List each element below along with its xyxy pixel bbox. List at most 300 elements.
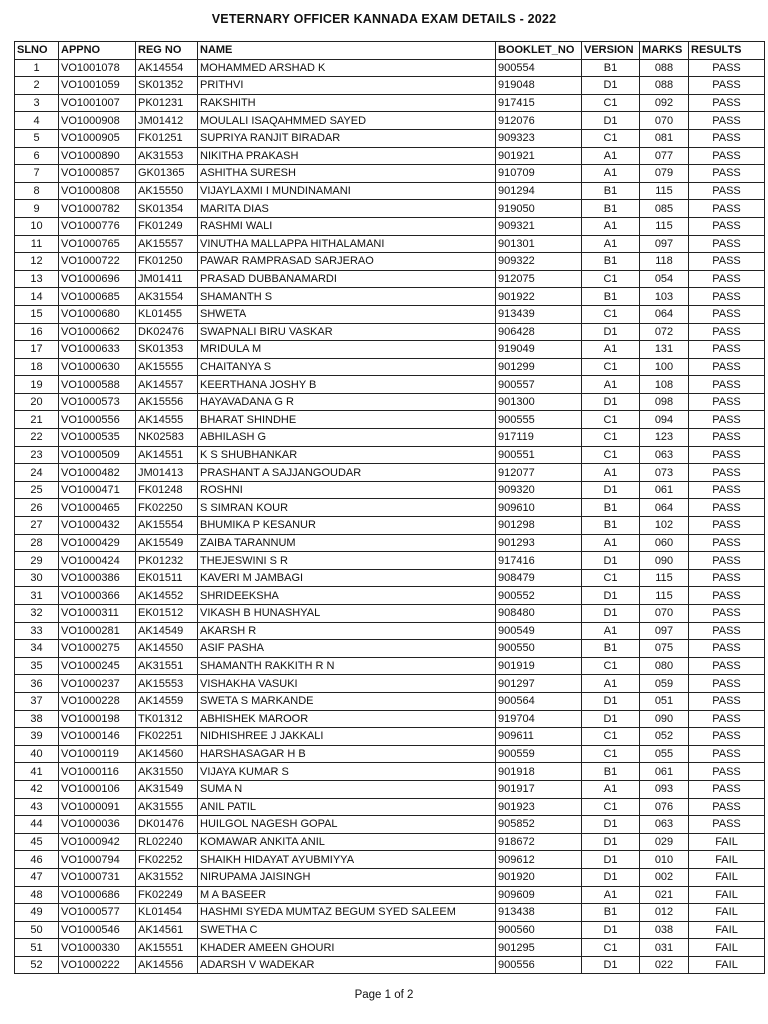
booklet-cell: 900554 [496, 59, 582, 77]
version-cell: C1 [582, 305, 640, 323]
booklet-cell: 901920 [496, 868, 582, 886]
result-cell: PASS [689, 552, 765, 570]
table-row [15, 129, 765, 147]
name-cell: THEJESWINI S R [198, 552, 496, 570]
table-header-row [15, 42, 765, 60]
appno-cell: VO1000509 [59, 446, 136, 464]
regno-cell: AK31554 [136, 288, 198, 306]
result-cell: PASS [689, 217, 765, 235]
name-cell: RASHMI WALI [198, 217, 496, 235]
table-row [15, 481, 765, 499]
table-row [15, 341, 765, 359]
slno-cell: 20 [15, 393, 59, 411]
regno-cell: FK01248 [136, 481, 198, 499]
version-cell: B1 [582, 200, 640, 218]
table-row [15, 446, 765, 464]
appno-cell: VO1001007 [59, 94, 136, 112]
marks-cell: 054 [640, 270, 689, 288]
marks-cell: 098 [640, 393, 689, 411]
appno-cell: VO1000222 [59, 956, 136, 974]
booklet-cell: 901918 [496, 763, 582, 781]
appno-cell: VO1000281 [59, 622, 136, 640]
version-cell: C1 [582, 94, 640, 112]
result-cell: PASS [689, 147, 765, 165]
regno-cell: AK15553 [136, 675, 198, 693]
slno-cell: 26 [15, 499, 59, 517]
marks-cell: 021 [640, 886, 689, 904]
appno-cell: VO1000808 [59, 182, 136, 200]
marks-cell: 063 [640, 446, 689, 464]
appno-cell: VO1000091 [59, 798, 136, 816]
booklet-cell: 900559 [496, 745, 582, 763]
result-cell: PASS [689, 165, 765, 183]
booklet-cell: 917416 [496, 552, 582, 570]
marks-cell: 103 [640, 288, 689, 306]
result-cell: PASS [689, 569, 765, 587]
result-cell: FAIL [689, 921, 765, 939]
table-row [15, 763, 765, 781]
result-cell: PASS [689, 622, 765, 640]
slno-cell: 24 [15, 464, 59, 482]
name-cell: ASIF PASHA [198, 640, 496, 658]
name-cell: VIJAYA KUMAR S [198, 763, 496, 781]
regno-cell: AK14559 [136, 692, 198, 710]
name-cell: ANIL PATIL [198, 798, 496, 816]
version-cell: C1 [582, 569, 640, 587]
version-cell: D1 [582, 587, 640, 605]
result-cell: PASS [689, 446, 765, 464]
version-cell: C1 [582, 745, 640, 763]
regno-cell: SK01354 [136, 200, 198, 218]
slno-cell: 33 [15, 622, 59, 640]
slno-cell: 35 [15, 657, 59, 675]
regno-cell: FK02251 [136, 728, 198, 746]
table-row [15, 77, 765, 95]
marks-cell: 031 [640, 939, 689, 957]
booklet-cell: 900556 [496, 956, 582, 974]
table-row [15, 798, 765, 816]
name-cell: SHAIKH HIDAYAT AYUBMIYYA [198, 851, 496, 869]
name-cell: VIKASH B HUNASHYAL [198, 605, 496, 623]
booklet-cell: 900560 [496, 921, 582, 939]
table-row [15, 59, 765, 77]
booklet-cell: 901301 [496, 235, 582, 253]
regno-cell: AK14560 [136, 745, 198, 763]
booklet-cell: 909320 [496, 481, 582, 499]
regno-cell: SK01353 [136, 341, 198, 359]
booklet-cell: 918672 [496, 833, 582, 851]
appno-cell: VO1000908 [59, 112, 136, 130]
regno-cell: AK14550 [136, 640, 198, 658]
marks-cell: 010 [640, 851, 689, 869]
name-cell: HASHMI SYEDA MUMTAZ BEGUM SYED SALEEM [198, 904, 496, 922]
marks-cell: 118 [640, 253, 689, 271]
slno-cell: 28 [15, 534, 59, 552]
booklet-cell: 901297 [496, 675, 582, 693]
result-cell: PASS [689, 411, 765, 429]
appno-cell: VO1000782 [59, 200, 136, 218]
table-row [15, 305, 765, 323]
column-header-marks: MARKS [640, 42, 689, 60]
appno-cell: VO1000776 [59, 217, 136, 235]
booklet-cell: 901295 [496, 939, 582, 957]
name-cell: PAWAR RAMPRASAD SARJERAO [198, 253, 496, 271]
version-cell: C1 [582, 728, 640, 746]
slno-cell: 31 [15, 587, 59, 605]
regno-cell: AK15551 [136, 939, 198, 957]
slno-cell: 5 [15, 129, 59, 147]
booklet-cell: 901298 [496, 517, 582, 535]
version-cell: B1 [582, 640, 640, 658]
result-cell: PASS [689, 464, 765, 482]
booklet-cell: 912077 [496, 464, 582, 482]
marks-cell: 061 [640, 763, 689, 781]
booklet-cell: 913439 [496, 305, 582, 323]
regno-cell: AK31550 [136, 763, 198, 781]
booklet-cell: 901300 [496, 393, 582, 411]
version-cell: A1 [582, 165, 640, 183]
regno-cell: AK14555 [136, 411, 198, 429]
appno-cell: VO1000905 [59, 129, 136, 147]
name-cell: NIDHISHREE J JAKKALI [198, 728, 496, 746]
appno-cell: VO1001059 [59, 77, 136, 95]
marks-cell: 077 [640, 147, 689, 165]
version-cell: A1 [582, 675, 640, 693]
table-row [15, 569, 765, 587]
booklet-cell: 901917 [496, 780, 582, 798]
marks-cell: 115 [640, 217, 689, 235]
version-cell: B1 [582, 499, 640, 517]
result-cell: PASS [689, 253, 765, 271]
booklet-cell: 912076 [496, 112, 582, 130]
slno-cell: 11 [15, 235, 59, 253]
version-cell: D1 [582, 112, 640, 130]
slno-cell: 39 [15, 728, 59, 746]
version-cell: C1 [582, 446, 640, 464]
result-cell: PASS [689, 305, 765, 323]
regno-cell: AK14552 [136, 587, 198, 605]
version-cell: A1 [582, 622, 640, 640]
slno-cell: 21 [15, 411, 59, 429]
name-cell: BHUMIKA P KESANUR [198, 517, 496, 535]
booklet-cell: 909609 [496, 886, 582, 904]
slno-cell: 4 [15, 112, 59, 130]
results-table [14, 41, 765, 974]
version-cell: D1 [582, 605, 640, 623]
table-row [15, 358, 765, 376]
booklet-cell: 900551 [496, 446, 582, 464]
slno-cell: 17 [15, 341, 59, 359]
result-cell: PASS [689, 745, 765, 763]
booklet-cell: 919050 [496, 200, 582, 218]
marks-cell: 085 [640, 200, 689, 218]
marks-cell: 108 [640, 376, 689, 394]
regno-cell: AK15554 [136, 517, 198, 535]
marks-cell: 072 [640, 323, 689, 341]
result-cell: PASS [689, 182, 765, 200]
slno-cell: 46 [15, 851, 59, 869]
name-cell: ASHITHA SURESH [198, 165, 496, 183]
marks-cell: 070 [640, 605, 689, 623]
regno-cell: AK15549 [136, 534, 198, 552]
regno-cell: AK31552 [136, 868, 198, 886]
regno-cell: AK14556 [136, 956, 198, 974]
result-cell: PASS [689, 780, 765, 798]
result-cell: PASS [689, 499, 765, 517]
version-cell: C1 [582, 358, 640, 376]
marks-cell: 061 [640, 481, 689, 499]
name-cell: BHARAT SHINDHE [198, 411, 496, 429]
regno-cell: EK01512 [136, 605, 198, 623]
table-row [15, 94, 765, 112]
table-row [15, 692, 765, 710]
column-header-appno: APPNO [59, 42, 136, 60]
slno-cell: 38 [15, 710, 59, 728]
table-row [15, 376, 765, 394]
result-cell: PASS [689, 534, 765, 552]
name-cell: MRIDULA M [198, 341, 496, 359]
name-cell: KEERTHANA JOSHY B [198, 376, 496, 394]
appno-cell: VO1000890 [59, 147, 136, 165]
table-row [15, 605, 765, 623]
results-table-body [15, 59, 765, 974]
slno-cell: 42 [15, 780, 59, 798]
table-row [15, 816, 765, 834]
appno-cell: VO1000696 [59, 270, 136, 288]
table-row [15, 622, 765, 640]
booklet-cell: 919049 [496, 341, 582, 359]
booklet-cell: 900564 [496, 692, 582, 710]
booklet-cell: 919048 [496, 77, 582, 95]
version-cell: C1 [582, 429, 640, 447]
booklet-cell: 900557 [496, 376, 582, 394]
name-cell: ABHISHEK MAROOR [198, 710, 496, 728]
name-cell: HUILGOL NAGESH GOPAL [198, 816, 496, 834]
regno-cell: AK31551 [136, 657, 198, 675]
version-cell: B1 [582, 253, 640, 271]
regno-cell: AK31555 [136, 798, 198, 816]
result-cell: PASS [689, 200, 765, 218]
regno-cell: GK01365 [136, 165, 198, 183]
name-cell: ZAIBA TARANNUM [198, 534, 496, 552]
regno-cell: AK15550 [136, 182, 198, 200]
table-row [15, 464, 765, 482]
booklet-cell: 908480 [496, 605, 582, 623]
slno-cell: 50 [15, 921, 59, 939]
booklet-cell: 912075 [496, 270, 582, 288]
result-cell: PASS [689, 710, 765, 728]
booklet-cell: 906428 [496, 323, 582, 341]
name-cell: VISHAKHA VASUKI [198, 675, 496, 693]
booklet-cell: 919704 [496, 710, 582, 728]
regno-cell: FK01250 [136, 253, 198, 271]
version-cell: D1 [582, 77, 640, 95]
version-cell: A1 [582, 376, 640, 394]
slno-cell: 2 [15, 77, 59, 95]
version-cell: B1 [582, 763, 640, 781]
marks-cell: 094 [640, 411, 689, 429]
appno-cell: VO1000146 [59, 728, 136, 746]
result-cell: PASS [689, 59, 765, 77]
version-cell: B1 [582, 517, 640, 535]
marks-cell: 088 [640, 77, 689, 95]
table-row [15, 182, 765, 200]
booklet-cell: 901299 [496, 358, 582, 376]
version-cell: D1 [582, 692, 640, 710]
table-row [15, 780, 765, 798]
table-row [15, 904, 765, 922]
regno-cell: AK14551 [136, 446, 198, 464]
result-cell: PASS [689, 358, 765, 376]
table-row [15, 710, 765, 728]
regno-cell: FK01251 [136, 129, 198, 147]
booklet-cell: 910709 [496, 165, 582, 183]
page-footer: Page 1 of 2 [354, 989, 414, 1001]
marks-cell: 073 [640, 464, 689, 482]
appno-cell: VO1000119 [59, 745, 136, 763]
result-cell: PASS [689, 393, 765, 411]
version-cell: D1 [582, 833, 640, 851]
name-cell: SWETHA C [198, 921, 496, 939]
table-row [15, 552, 765, 570]
table-row [15, 253, 765, 271]
result-cell: PASS [689, 692, 765, 710]
appno-cell: VO1000680 [59, 305, 136, 323]
slno-cell: 37 [15, 692, 59, 710]
result-cell: FAIL [689, 956, 765, 974]
marks-cell: 081 [640, 129, 689, 147]
regno-cell: JM01411 [136, 270, 198, 288]
marks-cell: 051 [640, 692, 689, 710]
marks-cell: 080 [640, 657, 689, 675]
table-row [15, 217, 765, 235]
name-cell: VIJAYLAXMI I MUNDINAMANI [198, 182, 496, 200]
slno-cell: 7 [15, 165, 59, 183]
version-cell: A1 [582, 780, 640, 798]
name-cell: RAKSHITH [198, 94, 496, 112]
appno-cell: VO1000036 [59, 816, 136, 834]
version-cell: D1 [582, 921, 640, 939]
appno-cell: VO1000722 [59, 253, 136, 271]
appno-cell: VO1000471 [59, 481, 136, 499]
appno-cell: VO1000482 [59, 464, 136, 482]
table-row [15, 147, 765, 165]
table-row [15, 956, 765, 974]
table-row [15, 728, 765, 746]
table-row [15, 868, 765, 886]
column-header-version: VERSION [582, 42, 640, 60]
regno-cell: FK02250 [136, 499, 198, 517]
table-row [15, 200, 765, 218]
marks-cell: 029 [640, 833, 689, 851]
regno-cell: DK02476 [136, 323, 198, 341]
marks-cell: 022 [640, 956, 689, 974]
marks-cell: 097 [640, 235, 689, 253]
marks-cell: 059 [640, 675, 689, 693]
regno-cell: JM01413 [136, 464, 198, 482]
table-row [15, 939, 765, 957]
appno-cell: VO1000228 [59, 692, 136, 710]
booklet-cell: 909611 [496, 728, 582, 746]
appno-cell: VO1000106 [59, 780, 136, 798]
appno-cell: VO1000942 [59, 833, 136, 851]
result-cell: PASS [689, 481, 765, 499]
appno-cell: VO1000633 [59, 341, 136, 359]
table-row [15, 886, 765, 904]
result-cell: PASS [689, 429, 765, 447]
appno-cell: VO1000386 [59, 569, 136, 587]
slno-cell: 30 [15, 569, 59, 587]
regno-cell: AK14554 [136, 59, 198, 77]
table-row [15, 851, 765, 869]
booklet-cell: 901923 [496, 798, 582, 816]
regno-cell: AK31549 [136, 780, 198, 798]
booklet-cell: 917415 [496, 94, 582, 112]
slno-cell: 34 [15, 640, 59, 658]
marks-cell: 115 [640, 587, 689, 605]
booklet-cell: 900550 [496, 640, 582, 658]
marks-cell: 115 [640, 182, 689, 200]
regno-cell: AK14561 [136, 921, 198, 939]
appno-cell: VO1000535 [59, 429, 136, 447]
regno-cell: AK15557 [136, 235, 198, 253]
version-cell: C1 [582, 657, 640, 675]
version-cell: D1 [582, 552, 640, 570]
result-cell: PASS [689, 129, 765, 147]
slno-cell: 49 [15, 904, 59, 922]
regno-cell: SK01352 [136, 77, 198, 95]
appno-cell: VO1000198 [59, 710, 136, 728]
result-cell: PASS [689, 235, 765, 253]
marks-cell: 100 [640, 358, 689, 376]
name-cell: VINUTHA MALLAPPA HITHALAMANI [198, 235, 496, 253]
marks-cell: 012 [640, 904, 689, 922]
booklet-cell: 909610 [496, 499, 582, 517]
result-cell: PASS [689, 517, 765, 535]
result-cell: PASS [689, 657, 765, 675]
version-cell: C1 [582, 411, 640, 429]
table-row [15, 323, 765, 341]
version-cell: B1 [582, 59, 640, 77]
regno-cell: KL01455 [136, 305, 198, 323]
result-cell: FAIL [689, 851, 765, 869]
appno-cell: VO1000794 [59, 851, 136, 869]
name-cell: SHRIDEEKSHA [198, 587, 496, 605]
name-cell: NIKITHA PRAKASH [198, 147, 496, 165]
slno-cell: 14 [15, 288, 59, 306]
marks-cell: 088 [640, 59, 689, 77]
appno-cell: VO1000686 [59, 886, 136, 904]
slno-cell: 52 [15, 956, 59, 974]
table-row [15, 534, 765, 552]
version-cell: D1 [582, 323, 640, 341]
slno-cell: 13 [15, 270, 59, 288]
version-cell: D1 [582, 816, 640, 834]
name-cell: S SIMRAN KOUR [198, 499, 496, 517]
table-row [15, 429, 765, 447]
table-row [15, 499, 765, 517]
marks-cell: 055 [640, 745, 689, 763]
version-cell: A1 [582, 235, 640, 253]
booklet-cell: 909323 [496, 129, 582, 147]
result-cell: PASS [689, 77, 765, 95]
slno-cell: 23 [15, 446, 59, 464]
booklet-cell: 900549 [496, 622, 582, 640]
slno-cell: 8 [15, 182, 59, 200]
table-row [15, 393, 765, 411]
regno-cell: DK01476 [136, 816, 198, 834]
booklet-cell: 909321 [496, 217, 582, 235]
